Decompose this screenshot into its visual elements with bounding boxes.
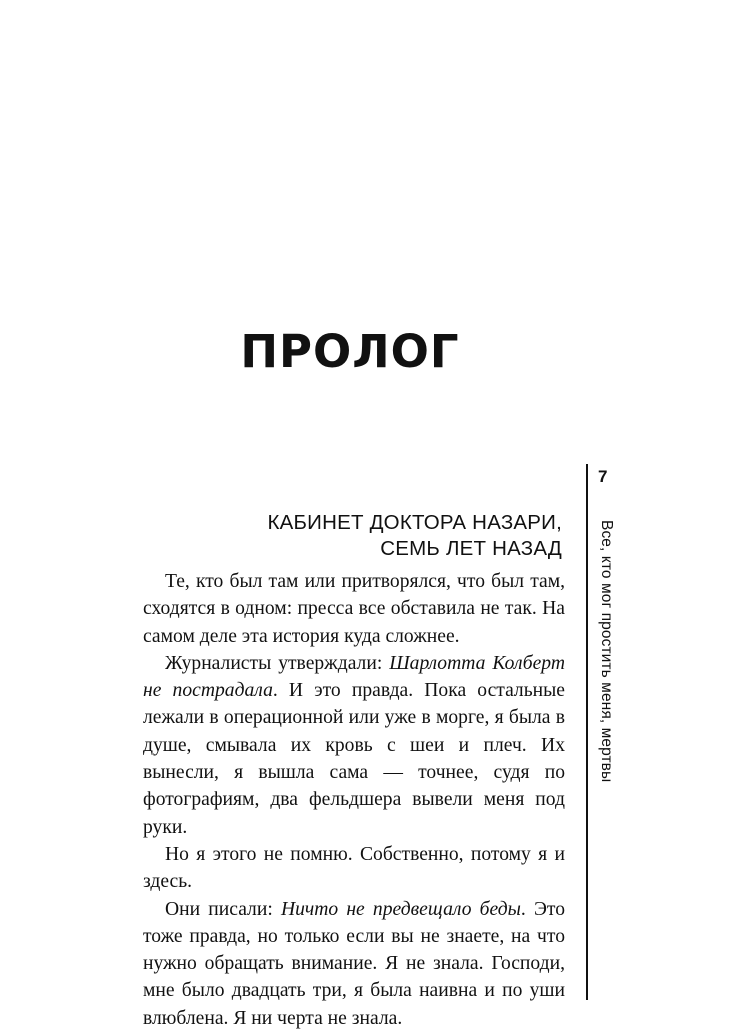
paragraph-4-lead: Они писали: [165, 898, 281, 920]
chapter-heading [268, 510, 563, 562]
paragraph-4-rest: . Это тоже правда, но только если вы не знаете, на что нужно обращать внимание. Я не знала. Господи, мне было двадцать три, я была наивна и по уши влюблена. Я ни черта не знала. [143, 898, 566, 1029]
chapter-heading-line-2: СЕМЬ ЛЕТ НАЗАД [380, 537, 562, 560]
paragraph-4 [143, 896, 565, 1032]
chapter-heading-line-1: КАБИНЕТ ДОКТОРА НАЗАРИ, [267, 511, 562, 534]
paragraph-4-quote: Ничто не предвещало беды [280, 898, 521, 920]
margin-rule [586, 464, 588, 1000]
paragraph-2 [143, 650, 565, 841]
running-title: Все, кто мог простить меня, мертвы [598, 520, 615, 783]
paragraph-1: Те, кто был там или притворялся, что был там, сходятся в одном: пресса все обставила не так. На самом деле эта история куда сложнее. [143, 571, 565, 647]
page-title: ПРОЛОГ [240, 325, 460, 378]
paragraph-2-rest: . И это правда. Пока остальные лежали в операционной или уже в морге, я была в душе, смывала их кровь с шеи и плеч. Их вынесли, я вышла сама — точнее, судя по фотографиям, два фельдшера вывели меня под руки. [143, 680, 565, 838]
body-text [143, 568, 565, 1032]
page-number: 7 [598, 467, 608, 486]
paragraph-3: Но я этого не помню. Собственно, потому я и здесь. [143, 843, 565, 893]
paragraph-2-quote: Шарлотта Колберт не пострадала [143, 652, 565, 702]
paragraph-2-lead: Журналисты утверждали: [165, 652, 390, 674]
